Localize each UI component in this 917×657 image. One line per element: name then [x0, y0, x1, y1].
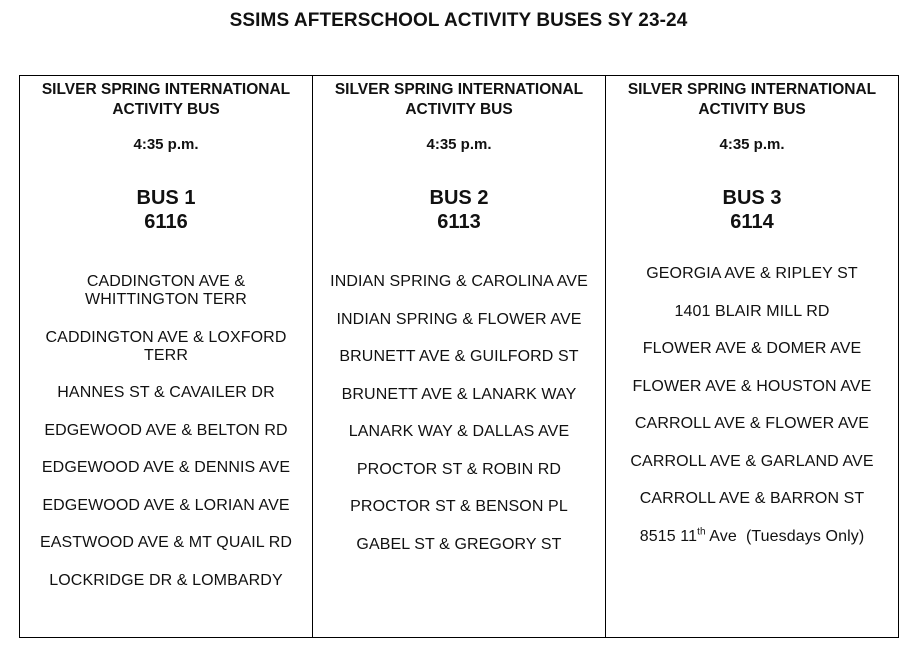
bus-schedule-table [19, 75, 899, 638]
bus-stop: CADDINGTON AVE & WHITTINGTON TERR [85, 273, 247, 308]
bus-column-1 [20, 76, 313, 637]
stop-list [313, 273, 605, 554]
school-name [20, 80, 312, 120]
bus-stop: CARROLL AVE & GARLAND AVE [630, 452, 874, 470]
bus-number: 6116 [144, 211, 188, 233]
bus-number: 6114 [730, 211, 774, 233]
activity-bus-label: ACTIVITY BUS [112, 101, 220, 118]
bus-stop: EDGEWOOD AVE & LORIAN AVE [42, 496, 290, 514]
bus-stop: 1401 BLAIR MILL RD [674, 302, 830, 320]
bus-stop: BRUNETT AVE & GUILFORD ST [339, 348, 579, 365]
bus-stop: GEORGIA AVE & RIPLEY ST [646, 265, 858, 282]
bus-stop: CARROLL AVE & BARRON ST [639, 490, 865, 507]
departure-time: 4:35 p.m. [133, 136, 199, 153]
bus-stop: EDGEWOOD AVE & BELTON RD [44, 421, 288, 439]
activity-bus-label: ACTIVITY BUS [698, 101, 806, 118]
stop-list [20, 273, 312, 590]
stop-list [606, 265, 898, 546]
bus-stop: FLOWER AVE & DOMER AVE [642, 340, 862, 357]
bus-stop: EASTWOOD AVE & MT QUAIL RD [39, 534, 293, 551]
activity-bus-label: ACTIVITY BUS [405, 101, 513, 118]
school-name-line: SILVER SPRING INTERNATIONAL [41, 81, 291, 98]
school-name [606, 80, 898, 120]
bus-number: 6113 [437, 211, 481, 233]
bus-stop: EDGEWOOD AVE & DENNIS AVE [41, 459, 291, 476]
bus-stop: LOCKRIDGE DR & LOMBARDY [49, 571, 283, 589]
bus-stop: GABEL ST & GREGORY ST [356, 535, 562, 553]
bus-label: BUS 1 [136, 187, 196, 209]
ordinal-suffix: th [697, 526, 706, 538]
bus-column-2 [313, 76, 606, 637]
bus-label: BUS 3 [722, 187, 782, 209]
bus-stop: LANARK WAY & DALLAS AVE [348, 423, 570, 440]
bus-stop: INDIAN SPRING & FLOWER AVE [336, 310, 582, 328]
school-name [313, 80, 605, 120]
bus-stop: HANNES ST & CAVAILER DR [57, 384, 275, 401]
bus-stop: BRUNETT AVE & LANARK WAY [341, 385, 577, 403]
special-stop-number: 8515 11 [639, 527, 698, 545]
special-bus-stop [620, 528, 884, 546]
school-name-line: SILVER SPRING INTERNATIONAL [334, 81, 584, 98]
special-stop-rest: Ave (Tuesdays Only) [705, 527, 865, 545]
departure-time: 4:35 p.m. [719, 136, 785, 153]
bus-label: BUS 2 [429, 187, 489, 209]
bus-stop: INDIAN SPRING & CAROLINA AVE [330, 273, 588, 290]
bus-column-3 [606, 76, 898, 637]
school-name-line: SILVER SPRING INTERNATIONAL [627, 81, 877, 98]
bus-stop: PROCTOR ST & ROBIN RD [356, 460, 562, 478]
document-title: SSIMS AFTERSCHOOL ACTIVITY BUSES SY 23-24 [229, 10, 688, 31]
bus-stop: CARROLL AVE & FLOWER AVE [634, 415, 870, 432]
bus-stop: FLOWER AVE & HOUSTON AVE [632, 377, 872, 395]
bus-stop: CADDINGTON AVE & LOXFORD TERR [45, 328, 287, 364]
departure-time: 4:35 p.m. [426, 136, 492, 153]
bus-stop: PROCTOR ST & BENSON PL [350, 498, 568, 515]
